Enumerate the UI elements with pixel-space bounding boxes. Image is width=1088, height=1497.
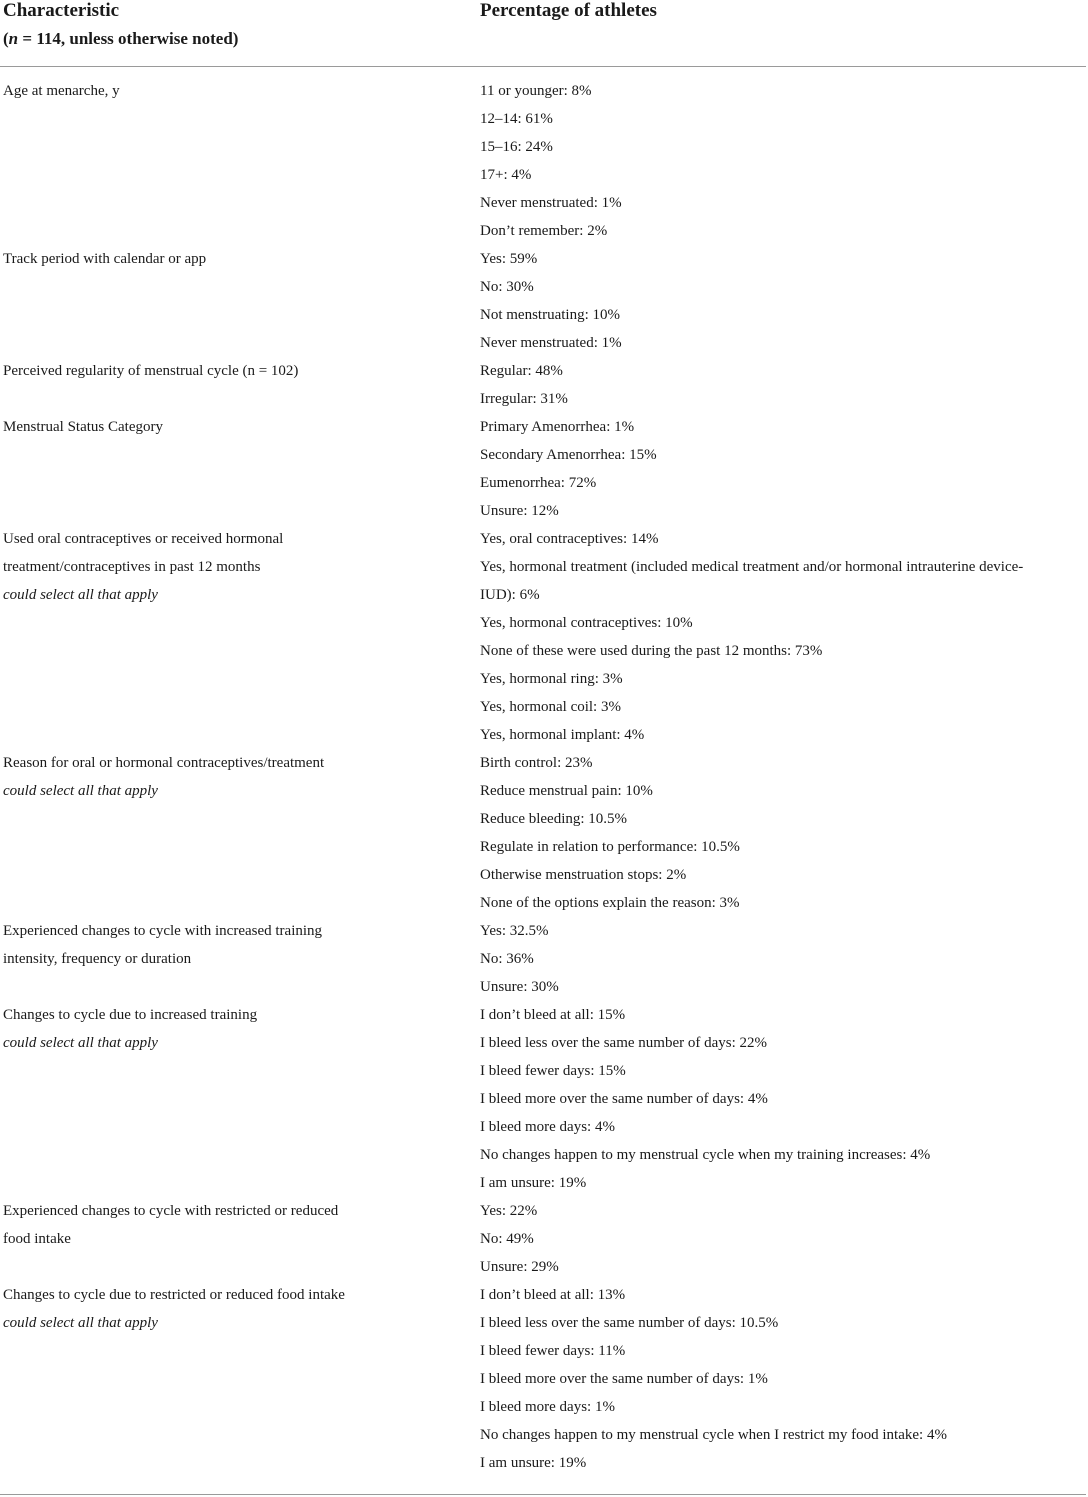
row-label: Perceived regularity of menstrual cycle (n = 102) <box>3 363 299 379</box>
row-value: 17+: 4% <box>480 167 532 183</box>
row-value: Don’t remember: 2% <box>480 223 608 239</box>
row-value: Birth control: 23% <box>480 755 593 771</box>
row-value: 11 or younger: 8% <box>480 83 592 99</box>
row-note: could select all that apply <box>3 1315 158 1331</box>
row-value: Reduce menstrual pain: 10% <box>480 783 653 799</box>
row-value: No changes happen to my menstrual cycle when I restrict my food intake: 4% <box>480 1427 947 1443</box>
row-value: I bleed less over the same number of days: 22% <box>480 1035 767 1051</box>
row-value: Secondary Amenorrhea: 15% <box>480 447 657 463</box>
row-characteristic <box>3 525 363 609</box>
row-value: None of the options explain the reason: 3% <box>480 895 740 911</box>
table-row <box>0 525 1088 749</box>
row-value: Primary Amenorrhea: 1% <box>480 419 635 435</box>
row-values <box>480 749 1040 917</box>
row-characteristic <box>3 1001 363 1057</box>
row-value: I don’t bleed at all: 15% <box>480 1007 626 1023</box>
row-value: Unsure: 12% <box>480 503 559 519</box>
row-values <box>480 77 1040 245</box>
row-values <box>480 413 1040 525</box>
row-label: Changes to cycle due to restricted or reduced food intake <box>3 1287 345 1303</box>
table-row <box>0 77 1088 245</box>
table-row <box>0 749 1088 917</box>
row-value: I bleed more days: 1% <box>480 1399 615 1415</box>
row-value: Yes, hormonal coil: 3% <box>480 699 621 715</box>
row-value: Yes: 59% <box>480 251 538 267</box>
row-label: Age at menarche, y <box>3 83 120 99</box>
row-value: No: 49% <box>480 1231 534 1247</box>
row-value: 15–16: 24% <box>480 139 553 155</box>
row-characteristic <box>3 749 363 805</box>
row-label: Menstrual Status Category <box>3 419 163 435</box>
row-value: No: 36% <box>480 951 534 967</box>
table-body <box>0 77 1088 1477</box>
row-characteristic <box>3 1281 363 1337</box>
table-header <box>0 0 1088 66</box>
row-value: Unsure: 29% <box>480 1259 559 1275</box>
row-value: Yes, hormonal contraceptives: 10% <box>480 615 693 631</box>
row-label: Reason for oral or hormonal contraceptives/treatment <box>3 755 325 771</box>
header-percentage-title: Percentage of athletes <box>480 0 657 21</box>
row-value: Yes, hormonal ring: 3% <box>480 671 623 687</box>
row-values <box>480 1281 1040 1477</box>
row-value: Regulate in relation to performance: 10.5% <box>480 839 740 855</box>
row-label: Experienced changes to cycle with restricted or reduced food intake <box>3 1203 339 1247</box>
table-row <box>0 1197 1088 1281</box>
subtitle-open-paren: ( <box>3 29 9 48</box>
row-values <box>480 525 1040 749</box>
row-value: Eumenorrhea: 72% <box>480 475 597 491</box>
row-value: I don’t bleed at all: 13% <box>480 1287 626 1303</box>
header-percentage <box>480 0 657 22</box>
row-value: Irregular: 31% <box>480 391 568 407</box>
table-row <box>0 245 1088 357</box>
row-value: Yes: 32.5% <box>480 923 549 939</box>
row-characteristic <box>3 77 363 105</box>
row-note: could select all that apply <box>3 783 158 799</box>
row-value: Yes, hormonal implant: 4% <box>480 727 645 743</box>
table-row <box>0 917 1088 1001</box>
row-values <box>480 917 1040 1001</box>
table-row <box>0 357 1088 413</box>
row-value: Never menstruated: 1% <box>480 335 622 351</box>
row-value: I bleed more over the same number of days: 1% <box>480 1371 768 1387</box>
row-value: Yes, hormonal treatment (included medical treatment and/or hormonal intrauterine device-IUD): 6% <box>480 559 1024 603</box>
table-row <box>0 1281 1088 1477</box>
row-label: Used oral contraceptives or received hormonal treatment/contraceptives in past 12 months <box>3 531 284 575</box>
row-value: Unsure: 30% <box>480 979 559 995</box>
row-characteristic <box>3 357 363 385</box>
row-value: I am unsure: 19% <box>480 1455 587 1471</box>
row-value: I am unsure: 19% <box>480 1175 587 1191</box>
row-value: Reduce bleeding: 10.5% <box>480 811 628 827</box>
header-characteristic-subtitle <box>3 28 463 50</box>
row-values <box>480 357 1040 413</box>
row-characteristic <box>3 1197 363 1253</box>
row-characteristic <box>3 917 363 973</box>
row-value: Never menstruated: 1% <box>480 195 622 211</box>
row-value: I bleed more over the same number of days: 4% <box>480 1091 768 1107</box>
row-values <box>480 245 1040 357</box>
subtitle-rest: = 114, unless otherwise noted) <box>18 29 239 48</box>
row-value: No changes happen to my menstrual cycle when my training increases: 4% <box>480 1147 931 1163</box>
row-note: could select all that apply <box>3 1035 158 1051</box>
row-values <box>480 1197 1040 1281</box>
row-value: Otherwise menstruation stops: 2% <box>480 867 687 883</box>
row-value: I bleed fewer days: 15% <box>480 1063 626 1079</box>
row-values <box>480 1001 1040 1197</box>
row-value: 12–14: 61% <box>480 111 553 127</box>
row-value: I bleed more days: 4% <box>480 1119 615 1135</box>
header-characteristic-title: Characteristic <box>3 0 120 21</box>
header-characteristic <box>3 0 463 50</box>
subtitle-n: n <box>8 29 19 48</box>
header-divider <box>0 66 1086 67</box>
row-characteristic <box>3 245 363 273</box>
table-row <box>0 1001 1088 1197</box>
row-note: could select all that apply <box>3 587 158 603</box>
row-value: Regular: 48% <box>480 363 563 379</box>
row-label: Track period with calendar or app <box>3 251 207 267</box>
row-characteristic <box>3 413 363 441</box>
row-value: I bleed fewer days: 11% <box>480 1343 626 1359</box>
table-bottom-rule <box>0 1494 1086 1495</box>
row-label: Experienced changes to cycle with increased training intensity, frequency or duration <box>3 923 323 967</box>
table-row <box>0 413 1088 525</box>
row-value: Not menstruating: 10% <box>480 307 620 323</box>
row-label: Changes to cycle due to increased training <box>3 1007 258 1023</box>
row-value: I bleed less over the same number of days: 10.5% <box>480 1315 779 1331</box>
row-value: None of these were used during the past 12 months: 73% <box>480 643 823 659</box>
row-value: Yes: 22% <box>480 1203 538 1219</box>
row-value: No: 30% <box>480 279 534 295</box>
row-value: Yes, oral contraceptives: 14% <box>480 531 659 547</box>
